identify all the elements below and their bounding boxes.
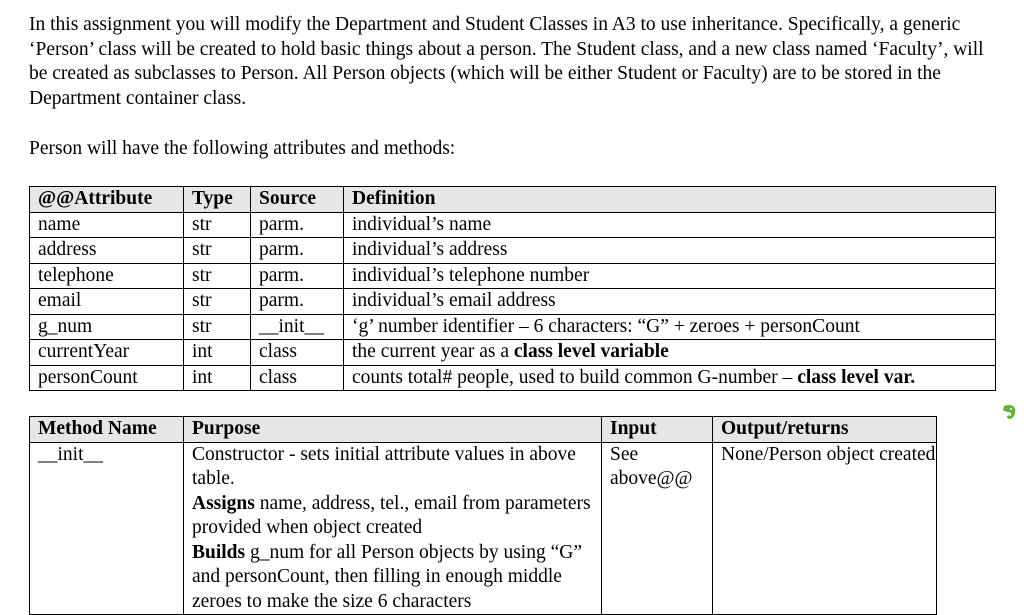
attr-type: str	[184, 238, 251, 264]
attr-definition: individual’s name	[344, 212, 996, 238]
definition-text: the current year as a	[352, 341, 514, 362]
attr-source: class	[251, 365, 344, 391]
header-output: Output/returns	[713, 417, 937, 443]
evernote-icon[interactable]	[1000, 403, 1018, 421]
attr-name: telephone	[30, 263, 184, 289]
method-input: See above@@	[602, 442, 713, 615]
method-purpose	[184, 442, 602, 615]
attr-definition	[344, 340, 996, 366]
purpose-text: name, address, tel., email from parameters provided when object created	[192, 492, 591, 538]
attr-type: int	[184, 365, 251, 391]
table-row	[30, 263, 996, 289]
method-name: __init__	[30, 442, 184, 615]
attr-type: str	[184, 212, 251, 238]
header-type: Type	[184, 187, 251, 213]
table-row	[30, 238, 996, 264]
purpose-keyword: Builds	[192, 541, 246, 563]
attr-source: __init__	[251, 314, 344, 340]
method-output: None/Person object created	[713, 442, 937, 615]
table-row	[30, 340, 996, 366]
attr-name: address	[30, 238, 184, 264]
attr-type: str	[184, 289, 251, 315]
purpose-text: g_num for all Person objects by using “G” and personCount, then filling in enough middle zeroes to make the size 6 characters	[192, 541, 582, 612]
attr-name: name	[30, 212, 184, 238]
attr-definition: individual’s address	[344, 238, 996, 264]
purpose-keyword: Assigns	[192, 492, 255, 514]
definition-bold: class level variable	[513, 341, 669, 362]
method-table-header	[30, 417, 937, 443]
attr-source: parm.	[251, 289, 344, 315]
purpose-line-1: Constructor - sets initial attribute values in above table.	[192, 443, 576, 489]
attr-name: currentYear	[30, 340, 184, 366]
header-purpose: Purpose	[184, 417, 602, 443]
attribute-table	[29, 186, 996, 391]
header-definition: Definition	[344, 187, 996, 213]
attr-type: int	[184, 340, 251, 366]
attr-name: email	[30, 289, 184, 315]
attr-source: parm.	[251, 212, 344, 238]
definition-bold: class level var.	[797, 366, 916, 388]
purpose-line-2	[192, 492, 601, 541]
table-row	[30, 212, 996, 238]
attr-definition: individual’s telephone number	[344, 263, 996, 289]
header-attribute: @@Attribute	[30, 187, 184, 213]
attr-type: str	[184, 263, 251, 289]
attr-name: g_num	[30, 314, 184, 340]
attr-source: parm.	[251, 263, 344, 289]
table-row	[30, 314, 996, 340]
lead-paragraph: Person will have the following attributes and methods:	[29, 138, 456, 159]
attr-definition	[344, 365, 996, 391]
table-row	[30, 442, 937, 615]
attr-source: class	[251, 340, 344, 366]
table-row	[30, 289, 996, 315]
definition-text: counts total# people, used to build common G-number –	[352, 366, 798, 388]
purpose-line-3	[192, 541, 601, 615]
attribute-table-header	[30, 187, 996, 213]
attr-definition: individual’s email address	[344, 289, 996, 315]
table-row	[30, 365, 996, 391]
attr-name: personCount	[30, 365, 184, 391]
header-input: Input	[602, 417, 713, 443]
attr-definition: ‘g’ number identifier – 6 characters: “G” + zeroes + personCount	[344, 314, 996, 340]
method-table	[29, 416, 937, 615]
attr-type: str	[184, 314, 251, 340]
header-source: Source	[251, 187, 344, 213]
header-method-name: Method Name	[30, 417, 184, 443]
attr-source: parm.	[251, 238, 344, 264]
intro-paragraph: In this assignment you will modify the Department and Student Classes in A3 to use inheritance. Specifically, a generic ‘Person’ class will be created to hold basic things about a person. The Student class, and a new class named ‘Faculty’, will be created as subclasses to Person. All Person objects (which will be either Student or Faculty) are to be stored in the Department container class.	[29, 14, 984, 109]
